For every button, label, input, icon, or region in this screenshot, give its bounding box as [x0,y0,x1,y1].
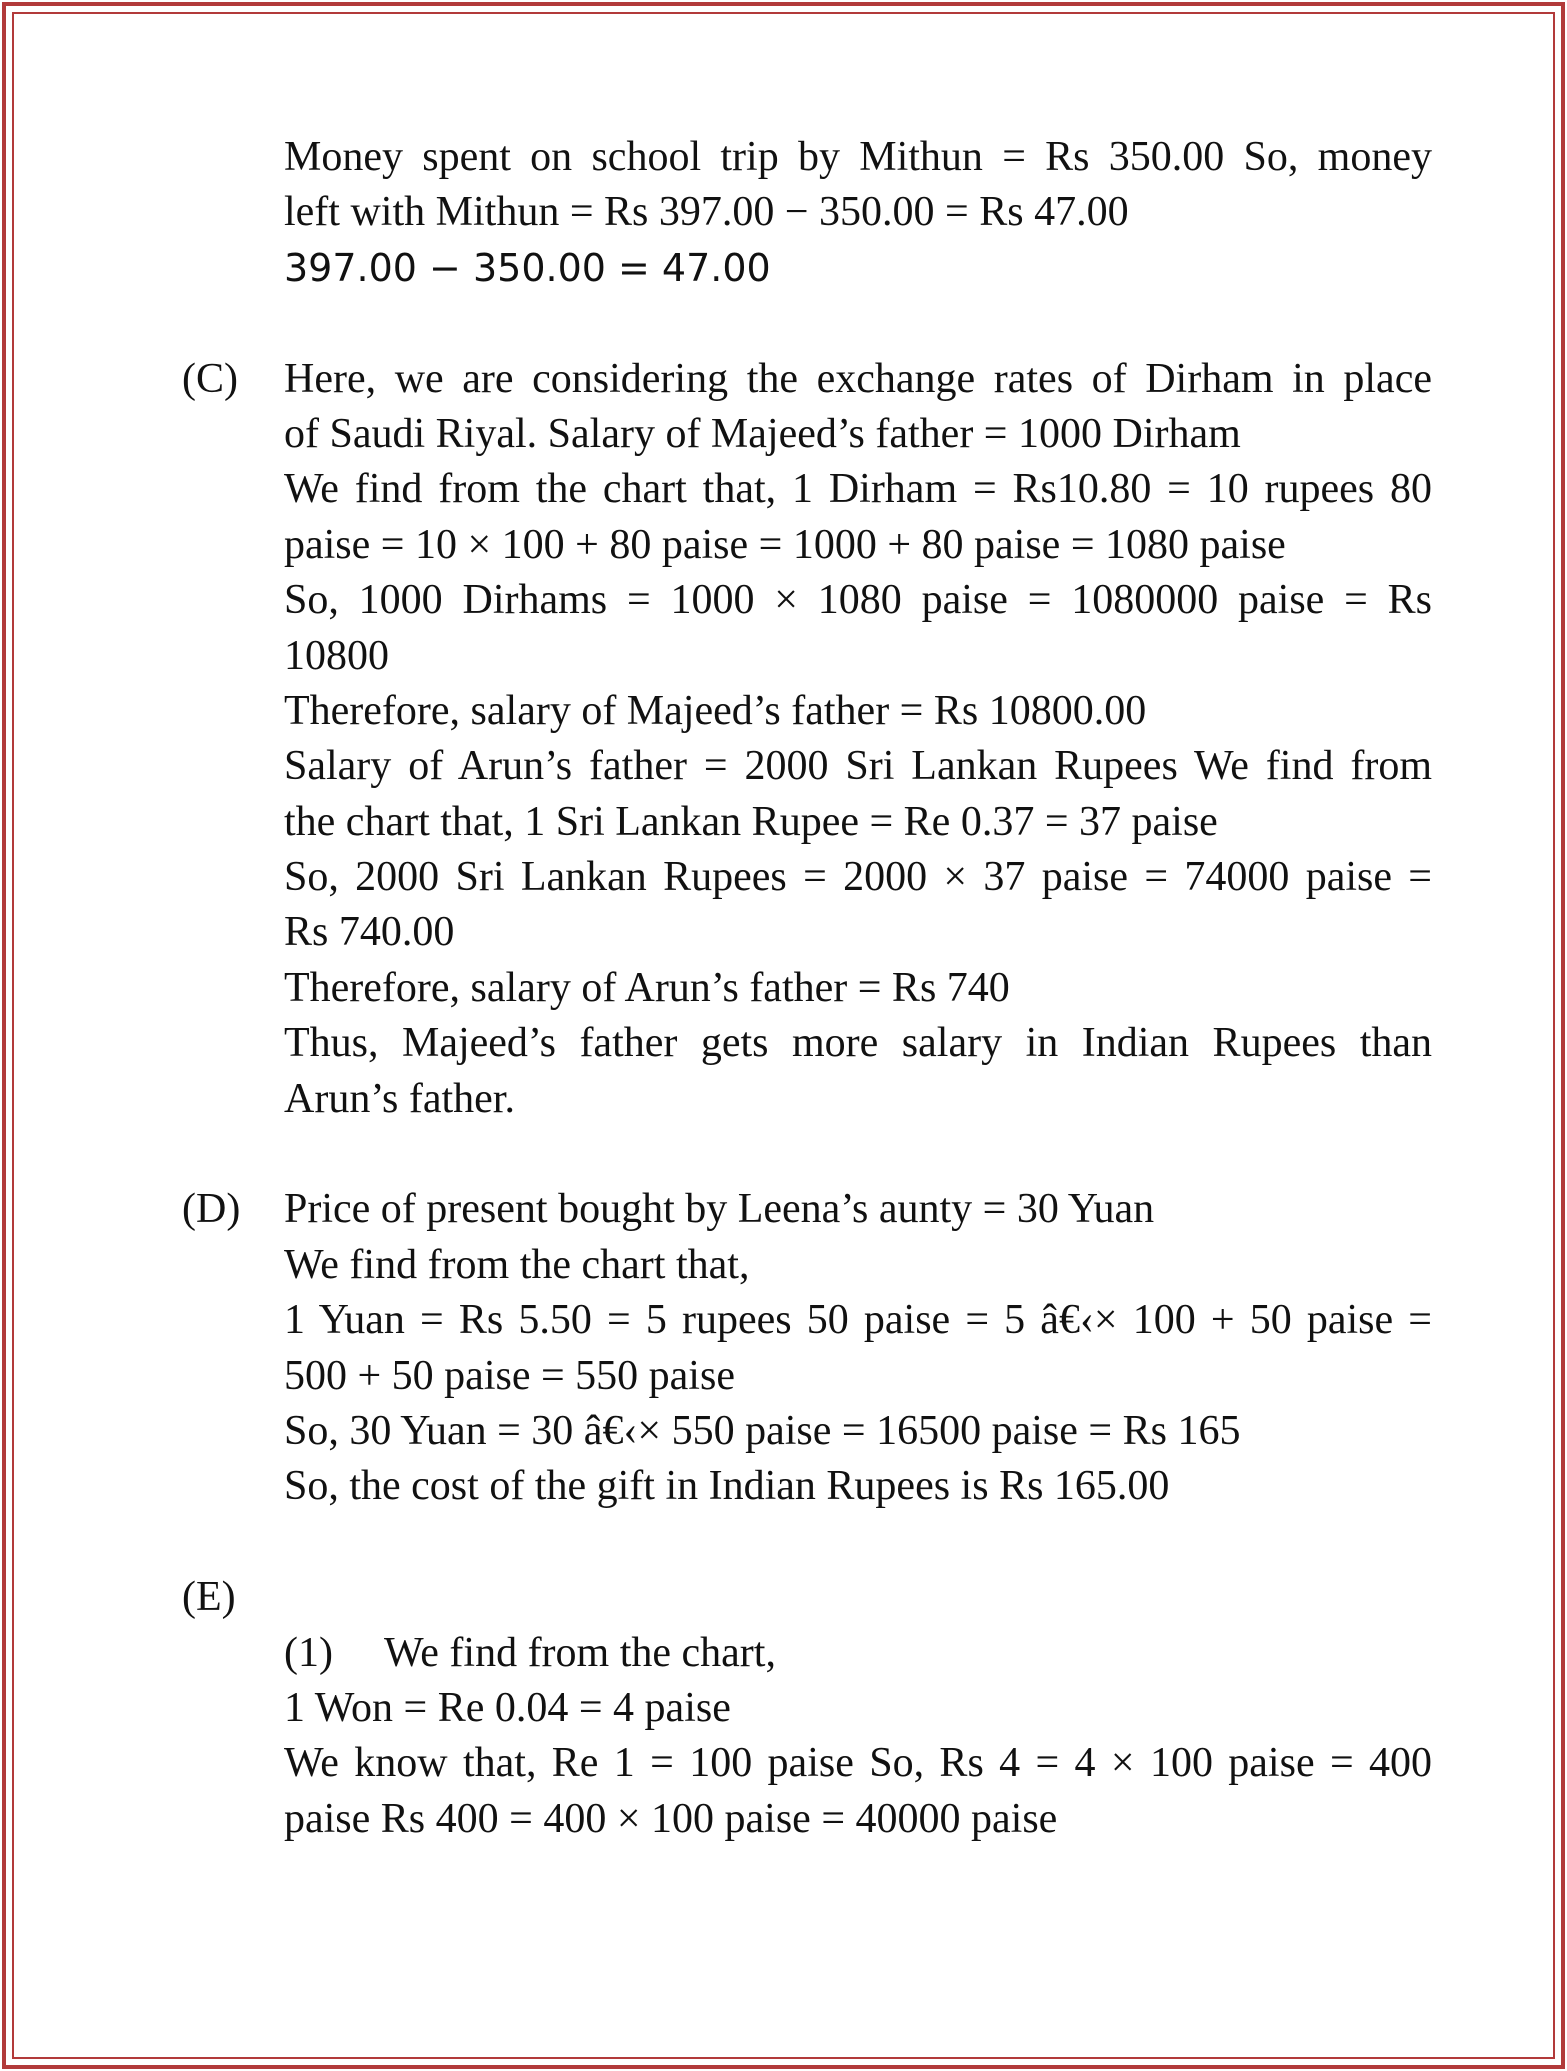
section-c-text: Salary of Arun’s father = 2000 Sri Lankan Rupees We find from [284,743,1432,790]
section-c-text: paise = 10 × 100 + 80 paise = 1000 + 80 paise = 1080 paise [284,521,1286,568]
section-e-line [0,1570,1567,1625]
section-c-text: So, 2000 Sri Lankan Rupees = 2000 × 37 paise = 74000 paise = [284,854,1432,901]
section-e-line [0,1736,1567,1791]
section-c-text: the chart that, 1 Sri Lankan Rupee = Re 0.37 = 37 paise [284,798,1218,845]
section-e-text: paise Rs 400 = 400 × 100 paise = 40000 paise [284,1795,1058,1842]
section-e-text: We know that, Re 1 = 100 paise So, Rs 4 = 4 × 100 paise = 400 [284,1740,1432,1787]
section-d-text: So, 30 Yuan = 30 â€‹× 550 paise = 16500 paise = Rs 165 [284,1407,1241,1454]
section-c-line [0,518,1567,573]
section-c-line [0,739,1567,794]
section-c-label: (C) [182,355,238,402]
section-c-text: Here, we are considering the exchange rates of Dirham in place [284,355,1432,402]
section-d-line [0,1293,1567,1348]
text-top-2: left with Mithun = Rs 397.00 − 350.00 = Rs 47.00 [284,189,1129,236]
section-c-line [0,684,1567,739]
section-e-line [0,1681,1567,1736]
section-d-text: 500 + 50 paise = 550 paise [284,1352,735,1399]
section-c-text: So, 1000 Dirhams = 1000 × 1080 paise = 1080000 paise = Rs [284,577,1432,624]
section-c-line [0,795,1567,850]
section-c-line [0,573,1567,628]
section-d-line [0,1238,1567,1293]
section-d-text: 1 Yuan = Rs 5.50 = 5 rupees 50 paise = 5 â€‹× 100 + 50 paise = [284,1297,1432,1344]
text-line [0,241,1567,296]
section-e-sub-label: (1) [284,1629,333,1676]
section-c-text: 10800 [284,632,389,679]
text-top-1: Money spent on school trip by Mithun = Rs 350.00 So, money [284,134,1432,180]
text-line [0,130,1567,185]
document-body [0,130,1567,1847]
section-c-line [0,1016,1567,1071]
section-d-line [0,1182,1567,1237]
section-d-line [0,1459,1567,1514]
section-c-text: Arun’s father. [284,1075,515,1122]
section-d-line [0,1349,1567,1404]
section-c-line [0,1072,1567,1127]
section-d-line [0,1404,1567,1459]
section-d-label: (D) [182,1186,241,1233]
section-e-text: 1 Won = Re 0.04 = 4 paise [284,1684,731,1731]
section-d-text: So, the cost of the gift in Indian Rupees is Rs 165.00 [284,1463,1170,1510]
section-c-line [0,961,1567,1016]
section-e-line [0,1792,1567,1847]
section-c-text: We find from the chart that, 1 Dirham = Rs10.80 = 10 rupees 80 [284,466,1432,513]
section-c-line [0,850,1567,905]
section-d-text: Price of present bought by Leena’s aunty = 30 Yuan [284,1186,1155,1233]
text-line [0,185,1567,240]
section-c-text: Thus, Majeed’s father gets more salary in Indian Rupees than [284,1020,1432,1067]
section-c-text: of Saudi Riyal. Salary of Majeed’s father = 1000 Dirham [284,410,1241,457]
section-d-text: We find from the chart that, [284,1241,750,1288]
section-e-label: (E) [182,1574,236,1621]
section-c-text: Therefore, salary of Arun’s father = Rs 740 [284,964,1010,1011]
section-c-line [0,905,1567,960]
section-c-line [0,407,1567,462]
section-c-line [0,462,1567,517]
section-c-line [0,352,1567,407]
section-c-line [0,629,1567,684]
equation-top-3: 397.00 − 350.00 = 47.00 [284,245,771,290]
section-c-text: Therefore, salary of Majeed’s father = Rs 10800.00 [284,687,1147,734]
section-c-text: Rs 740.00 [284,909,455,956]
section-e-line [0,1626,1567,1681]
section-e-sub-text: We find from the chart, [384,1629,776,1676]
